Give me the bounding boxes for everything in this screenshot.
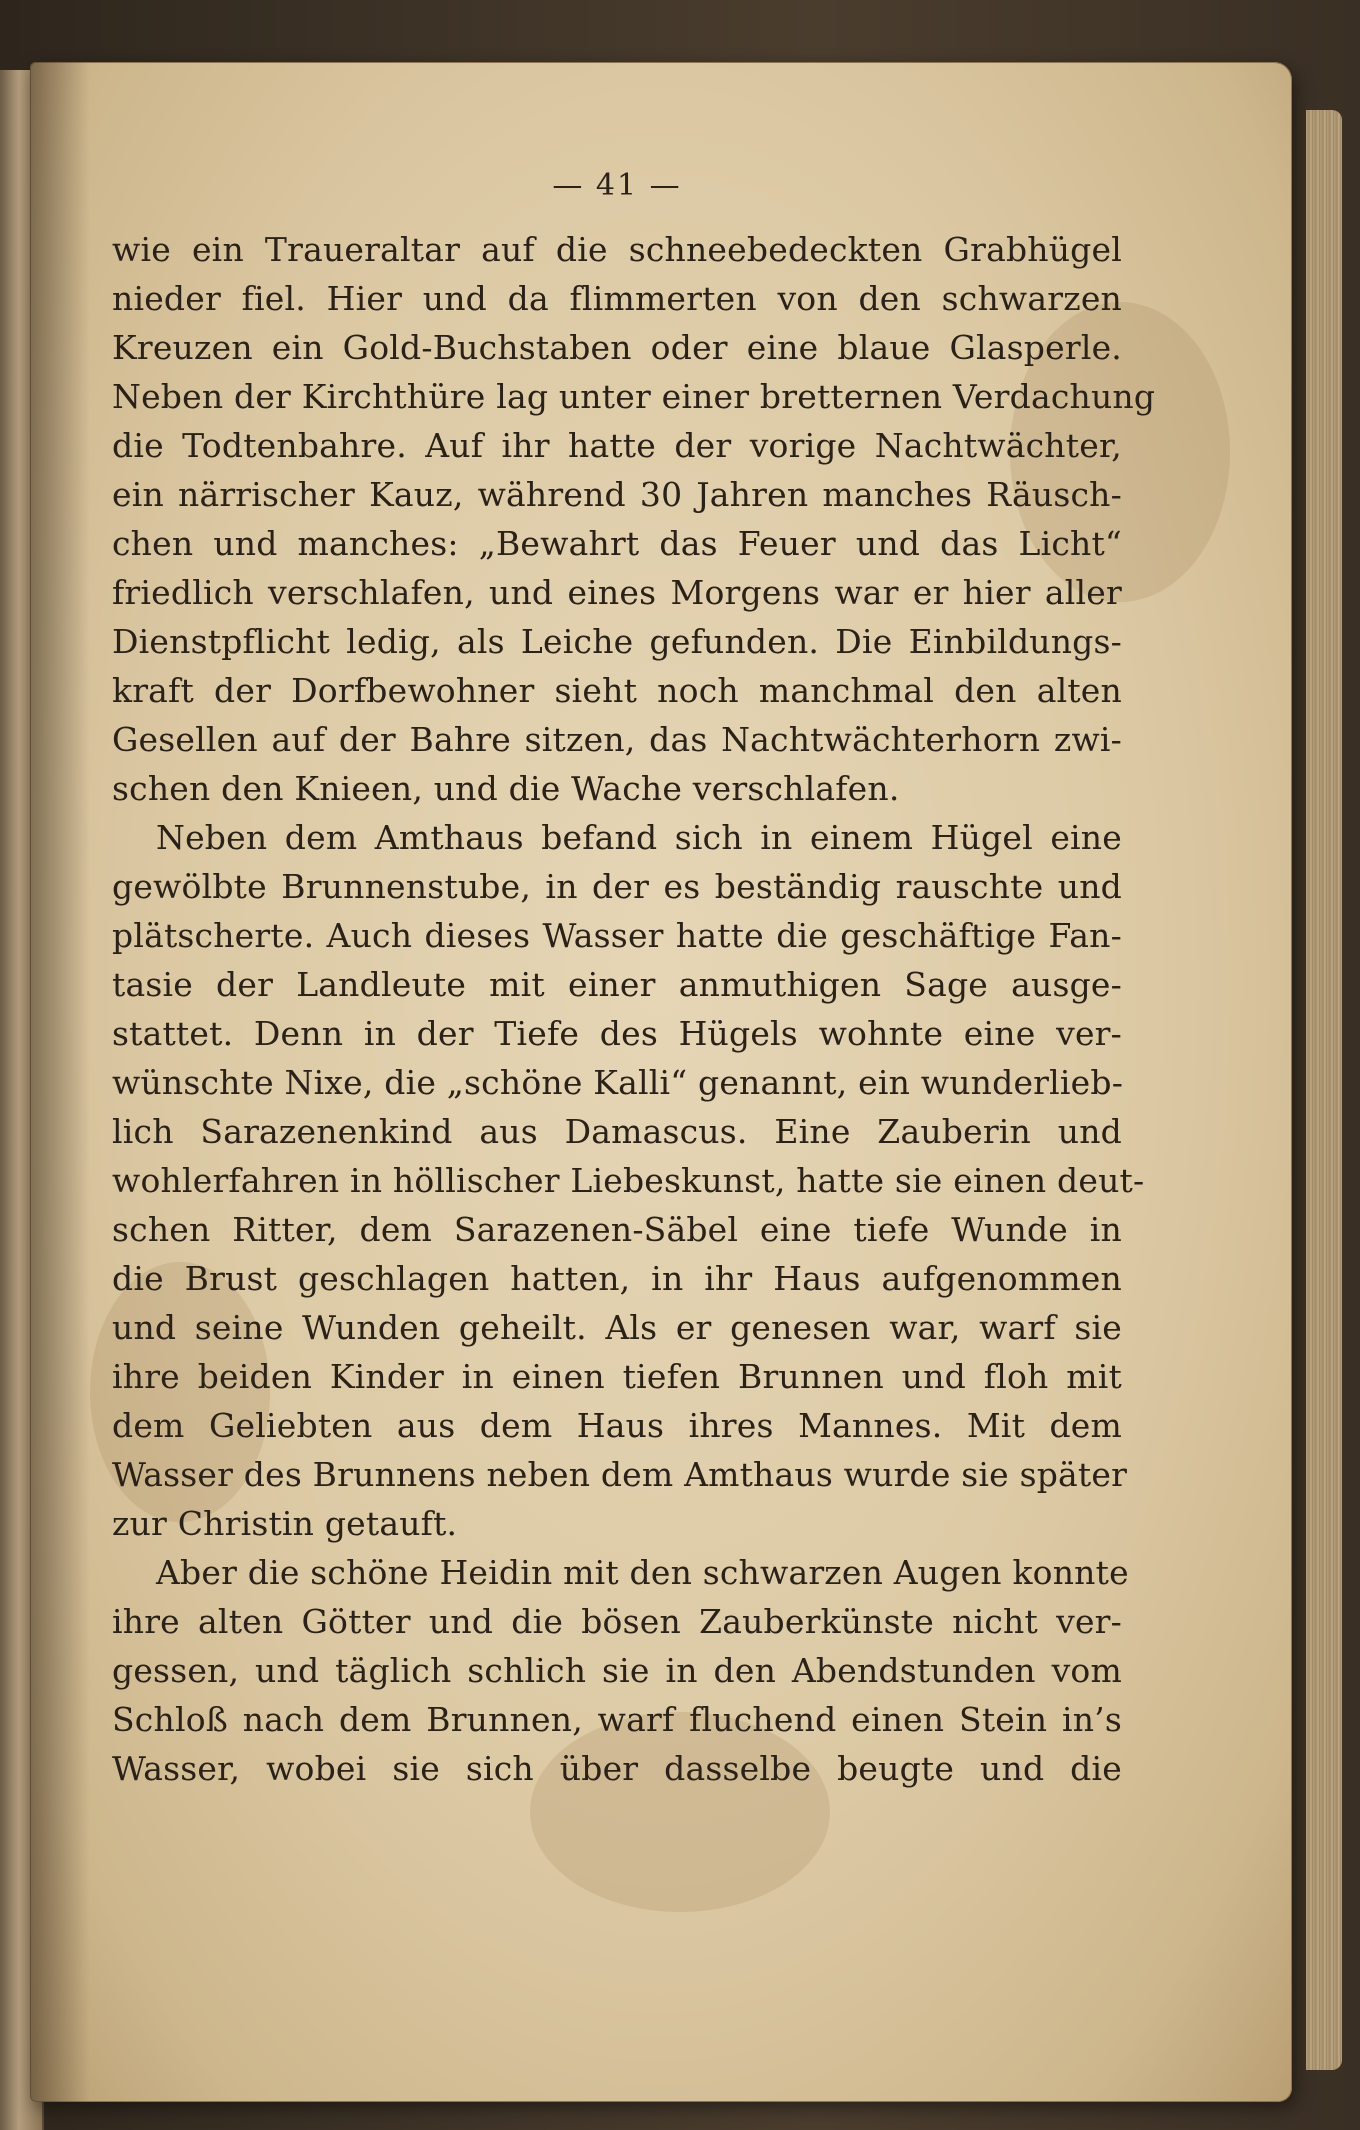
text-line: wie ein Traueraltar auf die schneebedeckten Grabhügel [112,230,1122,269]
text-line: ihre alten Götter und die bösen Zauberkünste nicht ver- [112,1602,1122,1641]
page-number: — 41 — [552,168,682,203]
text-line: die Todtenbahre. Auf ihr hatte der vorige Nachtwächter, [112,426,1122,465]
text-line: schen den Knieen, und die Wache verschlafen. [112,769,900,808]
page-text [112,168,1156,1793]
text-line: Kreuzen ein Gold-Buchstaben oder eine blaue Glasperle. [112,328,1122,367]
text-line: friedlich verschlafen, und eines Morgens war er hier aller [112,573,1122,612]
text-line: nieder fiel. Hier und da flimmerten von den schwarzen [112,279,1122,318]
text-line: plätscherte. Auch dieses Wasser hatte die geschäftige Fan- [112,916,1122,955]
text-line: dem Geliebten aus dem Haus ihres Mannes. Mit dem [112,1406,1122,1445]
text-line: Gesellen auf der Bahre sitzen, das Nachtwächterhorn zwi- [112,720,1122,759]
gutter-shadow [30,62,90,2102]
text-line: chen und manches: „Bewahrt das Feuer und das Licht“ [112,524,1122,563]
text-line: Dienstpflicht ledig, als Leiche gefunden. Die Einbildungs- [112,622,1122,661]
text-line: tasie der Landleute mit einer anmuthigen Sage ausge- [112,965,1122,1004]
paragraph-start-line: Neben dem Amthaus befand sich in einem Hügel eine [156,818,1122,857]
text-line: kraft der Dorfbewohner sieht noch manchmal den alten [112,671,1122,710]
text-line: die Brust geschlagen hatten, in ihr Haus aufgenommen [112,1259,1122,1298]
text-line: Wasser, wobei sie sich über dasselbe beugte und die [112,1749,1122,1788]
text-line: Neben der Kirchthüre lag unter einer bretternen Verdachung [112,377,1156,416]
page-fore-edge [1306,110,1342,2070]
text-line: ihre beiden Kinder in einen tiefen Brunnen und floh mit [112,1357,1122,1396]
text-line: wohlerfahren in höllischer Liebeskunst, hatte sie einen deut- [112,1161,1145,1200]
text-line: lich Sarazenenkind aus Damascus. Eine Zauberin und [112,1112,1122,1151]
text-line: zur Christin getauft. [112,1504,458,1543]
text-line: stattet. Denn in der Tiefe des Hügels wohnte eine ver- [112,1014,1122,1053]
text-line: gessen, und täglich schlich sie in den Abendstunden vom [112,1651,1122,1690]
text-line: gewölbte Brunnenstube, in der es beständig rauschte und [112,867,1122,906]
text-line: Wasser des Brunnens neben dem Amthaus wurde sie später [112,1455,1128,1494]
paragraph-start-line: Aber die schöne Heidin mit den schwarzen Augen konnte [156,1553,1129,1592]
text-line: wünschte Nixe, die „schöne Kalli“ genannt, ein wunderlieb- [112,1063,1124,1102]
text-line: Schloß nach dem Brunnen, warf fluchend einen Stein in’s [112,1700,1122,1739]
text-line: ein närrischer Kauz, während 30 Jahren manches Räusch- [112,475,1122,514]
text-line: und seine Wunden geheilt. Als er genesen war, warf sie [112,1308,1122,1347]
text-line: schen Ritter, dem Sarazenen-Säbel eine tiefe Wunde in [112,1210,1122,1249]
